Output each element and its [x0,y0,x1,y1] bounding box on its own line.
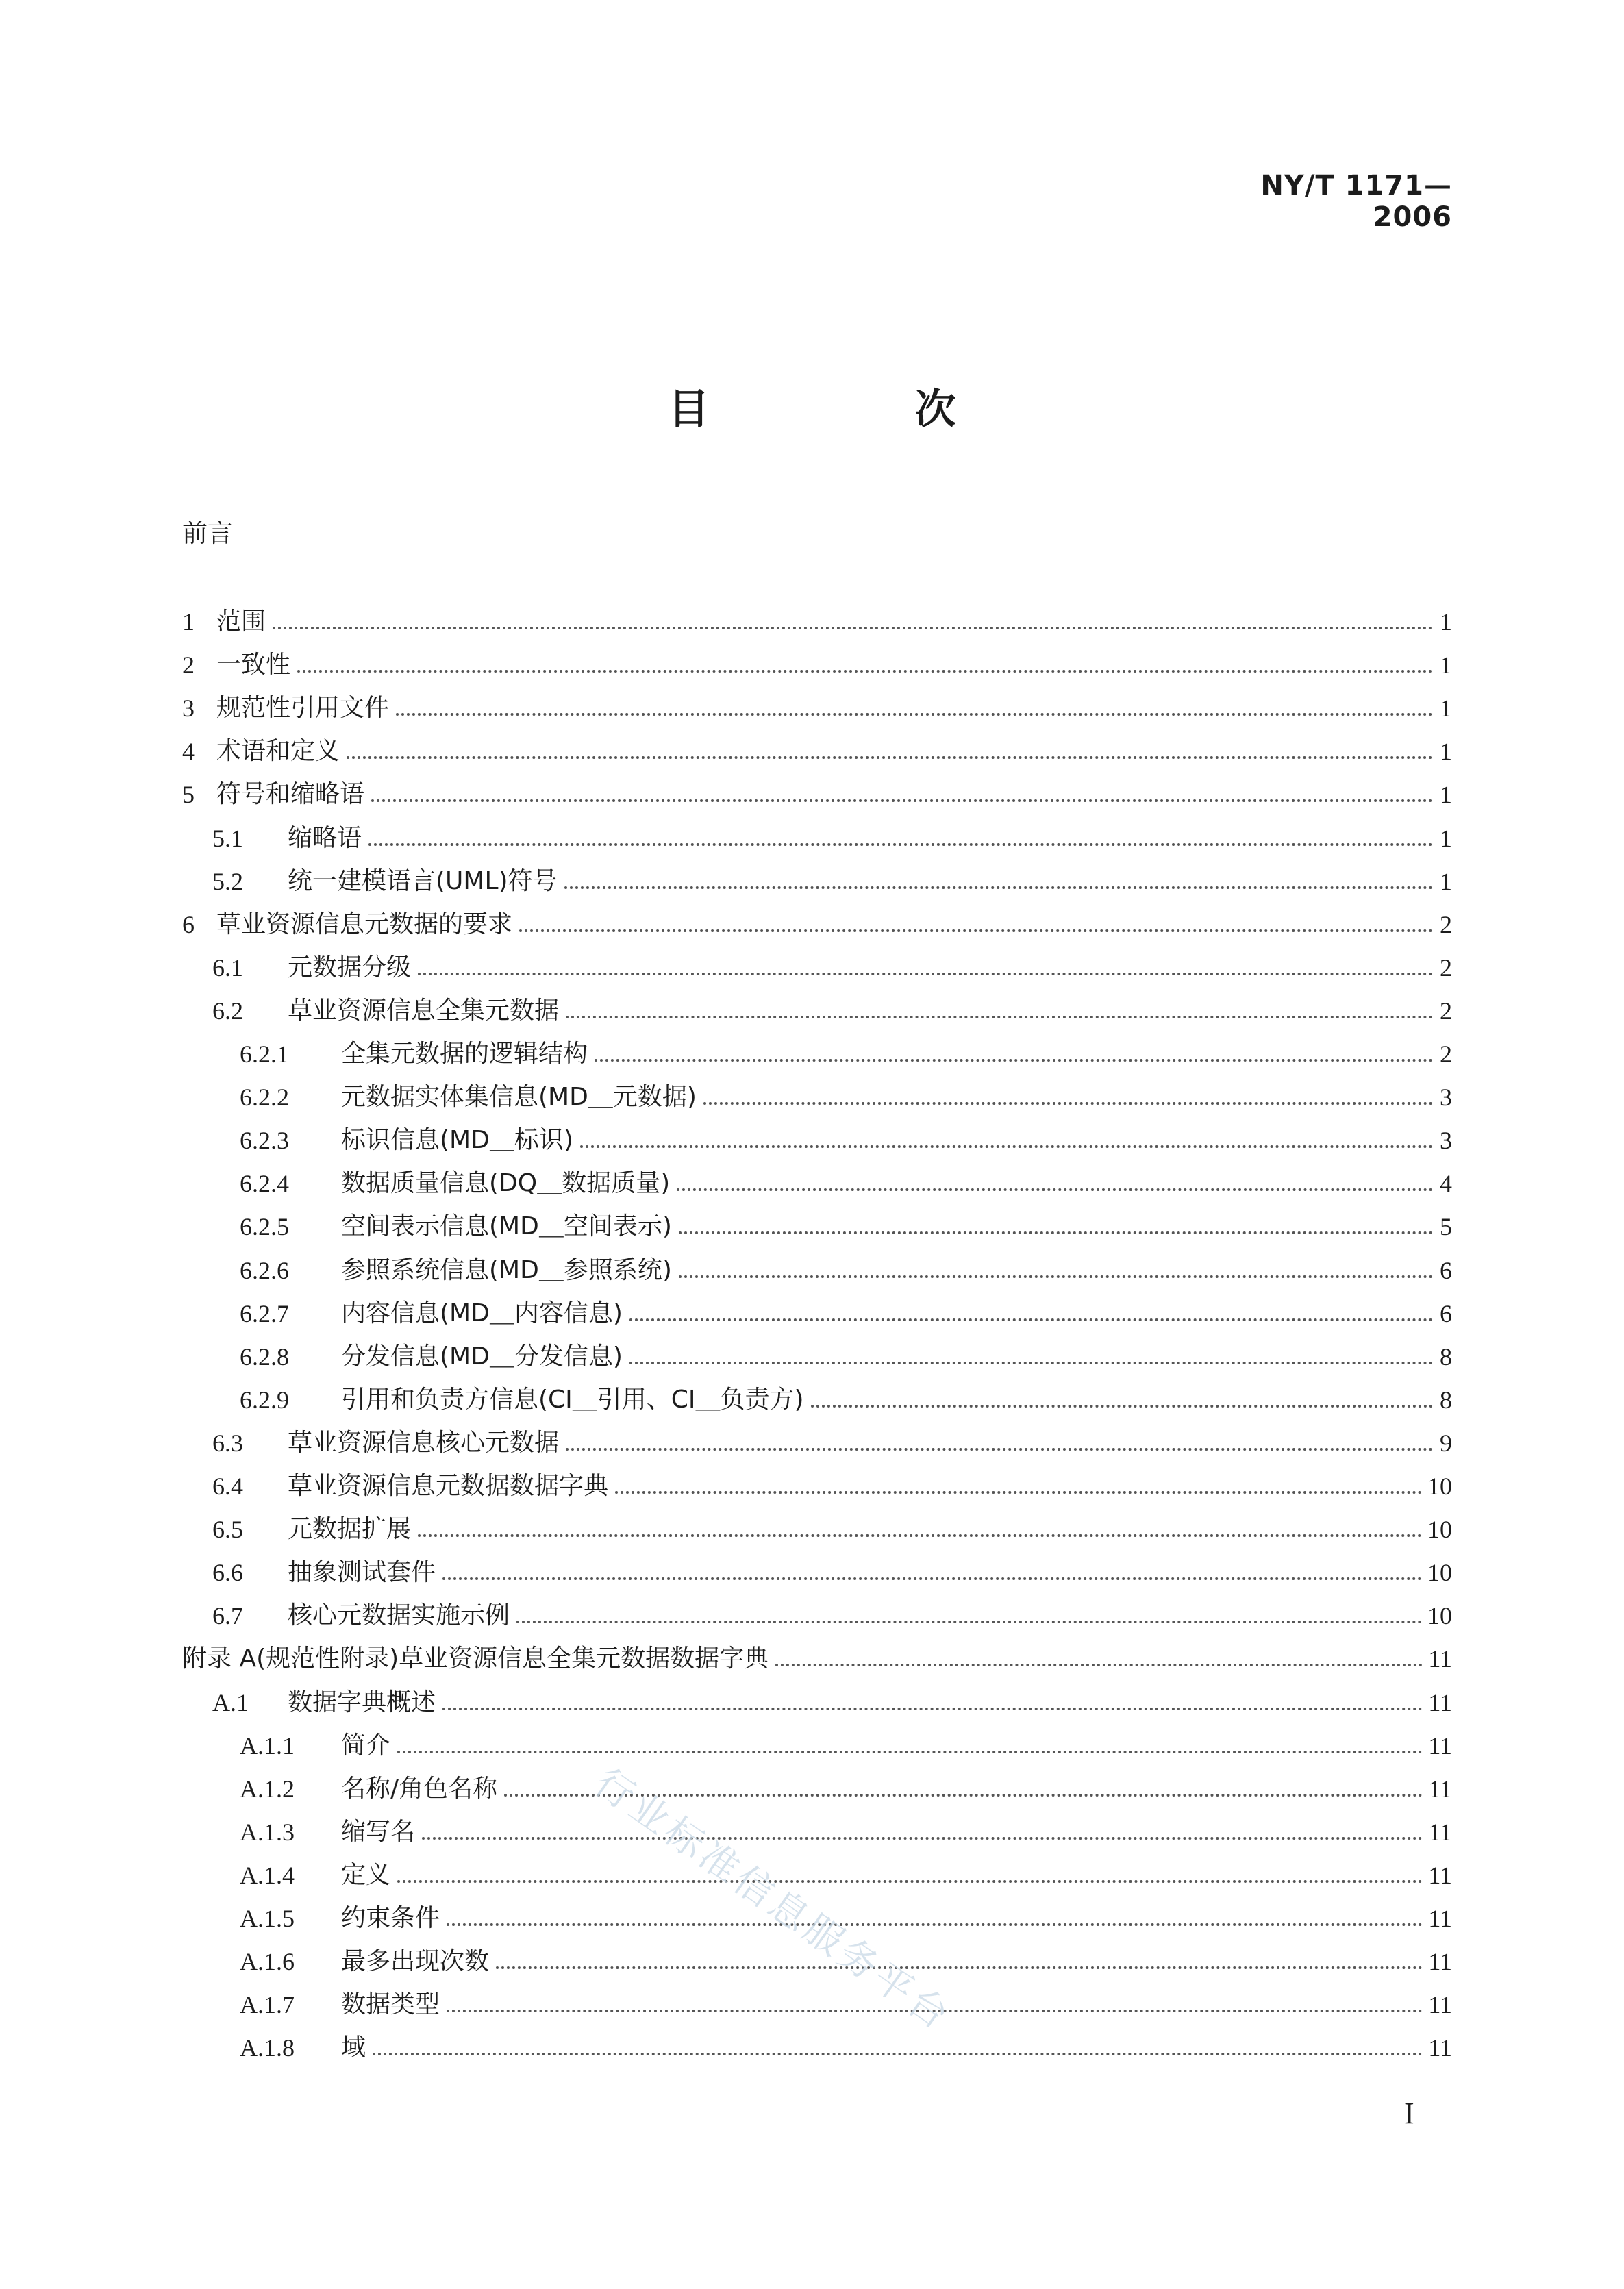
dot-leader [595,1059,1433,1062]
dot-leader [519,929,1433,932]
watermark: 行业标准信息服务平台 [586,1760,960,2040]
toc-entry-number: A.1.1 [240,1731,295,1760]
dot-leader [629,1318,1433,1321]
toc-entry-title: 核心元数据实施示例 [288,1601,510,1630]
toc-entry-page: 3 [1440,1127,1452,1155]
toc-entry[interactable] [240,1336,1452,1374]
toc-entry[interactable] [212,1465,1452,1503]
toc-entry-page: 1 [1440,738,1452,766]
toc-entry-title: 数据类型 [341,1990,440,2019]
toc-entry-page: 2 [1440,997,1452,1025]
dot-leader [273,627,1433,629]
toc-entry-number: 5.1 [212,824,243,852]
toc-entry[interactable] [240,1725,1452,1763]
toc-entry-number: 4 [182,738,195,766]
toc-entry[interactable] [182,903,1452,942]
dot-leader [442,1577,1422,1580]
toc-entry-number: 6.2.8 [240,1342,289,1371]
toc-entry-number: 6.2 [212,997,243,1025]
toc-entry-number: A.1.2 [240,1775,295,1803]
toc-entry-title: 数据字典概述 [288,1688,436,1716]
dot-leader [422,1837,1423,1840]
standard-code: NY/T 1171—2006 [1260,170,1452,233]
toc-entry-number: 6.2.9 [240,1386,289,1414]
dot-leader [629,1362,1433,1364]
toc-entry-number: 5 [182,781,195,809]
toc-entry-title: 最多出现次数 [341,1947,490,1976]
toc-entry-title: 全集元数据的逻辑结构 [341,1040,588,1068]
page-title: 目 次 [668,386,1038,434]
toc-entry-title: 范围 [216,608,266,636]
dot-leader [677,1188,1433,1191]
toc-entry[interactable] [240,1984,1452,2022]
toc-entry-page: 2 [1440,910,1452,938]
toc-entry[interactable] [240,1768,1452,1806]
toc-entry[interactable] [212,860,1452,899]
toc-entry-page: 1 [1440,695,1452,723]
toc-entry-title: 抽象测试套件 [288,1558,436,1587]
toc-entry-title: 引用和负责方信息(CI＿引用、CI＿负责方) [341,1385,804,1414]
dot-leader [564,886,1433,889]
toc-entry[interactable] [212,1422,1452,1460]
dot-leader [811,1405,1433,1408]
dot-leader [371,799,1433,802]
toc-entry-number: 6 [182,910,195,938]
toc-entry-title: 附录 A(规范性附录)草业资源信息全集元数据数据字典 [182,1644,769,1673]
toc-entry-page: 3 [1440,1084,1452,1112]
toc-entry[interactable] [240,1854,1452,1892]
toc-entry[interactable] [212,817,1452,855]
toc-entry[interactable] [182,730,1452,768]
toc-entry-title: 元数据分级 [288,953,412,981]
toc-entry-number: A.1.8 [240,2034,295,2062]
toc-entry-page: 10 [1427,1559,1452,1587]
toc-entry-number: 6.7 [212,1602,243,1630]
toc-entry-title: 草业资源信息核心元数据 [288,1428,560,1457]
toc-entry-number: 5.2 [212,867,243,895]
toc-entry-number: A.1.5 [240,1905,295,1932]
toc-entry-number: 6.2.5 [240,1213,289,1241]
dot-leader [397,1751,1423,1753]
toc-entry-number: A.1.6 [240,1948,295,1976]
toc-entry-number: 6.6 [212,1559,243,1587]
toc-entry-title: 草业资源信息元数据数据字典 [288,1472,609,1500]
toc-entry-title: 缩略语 [288,823,362,852]
toc-entry-title: 元数据扩展 [288,1515,412,1544]
toc-entry-title: 规范性引用文件 [216,694,390,723]
toc-entry-title: 空间表示信息(MD＿空间表示) [341,1212,672,1241]
toc-entry-page: 11 [1428,1861,1452,1889]
dot-leader [516,1621,1422,1623]
dot-leader [566,1448,1433,1451]
page-number: I [1404,2097,1414,2130]
toc-entry-page: 11 [1428,2034,1452,2062]
toc-entry-page: 11 [1428,1645,1452,1673]
toc-entry-title: 术语和定义 [216,737,340,766]
dot-leader [679,1231,1433,1234]
toc-entry[interactable] [240,1249,1452,1288]
toc-entry-number: 6.5 [212,1516,243,1544]
toc-entry-number: 6.2.2 [240,1084,289,1112]
toc-entry-title: 参照系统信息(MD＿参照系统) [341,1255,672,1284]
toc-entry-page: 10 [1427,1516,1452,1544]
dot-leader [703,1102,1433,1105]
toc-entry-number: 6.3 [212,1429,243,1457]
toc-entry[interactable] [240,1162,1452,1201]
toc-entry-number: A.1 [212,1688,249,1716]
toc-entry-number: A.1.7 [240,1991,295,2019]
dot-leader [442,1708,1423,1710]
toc-entry-page: 11 [1428,1731,1452,1760]
toc-preface[interactable]: 前言 [182,518,233,548]
toc-entry-page: 2 [1440,1040,1452,1068]
toc-entry-title: 统一建模语言(UML)符号 [288,866,558,895]
toc-entry-title: 简介 [341,1731,391,1760]
dot-leader [373,2053,1423,2055]
toc-entry-page: 6 [1440,1299,1452,1327]
toc-entry[interactable] [212,947,1452,985]
toc-entry-title: 域 [341,2034,366,2062]
toc-entry[interactable] [212,1508,1452,1547]
toc-entry-number: 6.2.4 [240,1170,289,1198]
toc-entry[interactable] [182,687,1452,725]
toc-entry-page: 10 [1427,1602,1452,1630]
toc-entry-number: 6.2.6 [240,1256,289,1284]
toc-entry-number: 6.2.1 [240,1040,289,1068]
toc-entry-page: 11 [1428,1775,1452,1803]
toc-entry-number: 6.1 [212,953,243,981]
toc-entry-title: 分发信息(MD＿分发信息) [341,1342,623,1371]
toc-entry-number: 6.4 [212,1473,243,1500]
dot-leader [418,1534,1422,1537]
toc-entry-number: 1 [182,608,195,636]
dot-leader [447,1923,1423,1926]
dot-leader [347,756,1433,759]
toc-entry-page: 1 [1440,867,1452,895]
toc-entry-number: 3 [182,695,195,723]
dot-leader [418,973,1433,975]
toc-entry-number: 6.2.7 [240,1299,289,1327]
toc-entry[interactable] [212,1594,1452,1633]
dot-leader [775,1664,1423,1666]
toc-entry[interactable] [212,990,1452,1028]
toc-entry[interactable] [182,773,1452,812]
dot-leader [397,1880,1423,1883]
toc-entry-title: 符号和缩略语 [216,780,365,809]
toc-entry-number: 2 [182,651,195,679]
toc-entry[interactable] [240,1119,1452,1158]
dot-leader [396,713,1433,716]
toc-entry[interactable] [240,1076,1452,1114]
toc-entry[interactable] [182,601,1452,639]
toc-entry-title: 名称/角色名称 [341,1774,498,1803]
toc-entry-title: 缩写名 [341,1817,416,1846]
toc-entry[interactable] [240,1379,1452,1417]
toc-entry-title: 定义 [341,1860,391,1889]
dot-leader [580,1145,1433,1148]
toc-entry[interactable] [240,2027,1452,2065]
toc-entry-title: 元数据实体集信息(MD＿元数据) [341,1083,697,1112]
toc-entry-page: 10 [1427,1473,1452,1500]
toc-entry[interactable] [182,644,1452,682]
dot-leader [297,670,1433,673]
toc-entry-page: 8 [1440,1342,1452,1371]
toc-entry[interactable] [212,1551,1452,1590]
dot-leader [679,1275,1433,1278]
toc-entry-page: 9 [1440,1429,1452,1457]
toc-entry-page: 1 [1440,781,1452,809]
toc-entry[interactable] [240,1033,1452,1071]
toc-entry-page: 11 [1428,1905,1452,1932]
dot-leader [615,1491,1422,1494]
dot-leader [496,1966,1423,1969]
toc-entry-page: 11 [1428,1948,1452,1976]
toc-entry-number: A.1.3 [240,1818,295,1846]
toc-entry-page: 11 [1428,1688,1452,1716]
toc-entry[interactable] [240,1205,1452,1244]
toc-entry-title: 内容信息(MD＿内容信息) [341,1299,623,1327]
toc-entry-page: 4 [1440,1170,1452,1198]
toc-entry-page: 1 [1440,608,1452,636]
toc-entry-page: 2 [1440,953,1452,981]
toc-entry-title: 约束条件 [341,1904,440,1932]
toc-entry-title: 草业资源信息元数据的要求 [216,910,513,938]
toc-entry-page: 5 [1440,1213,1452,1241]
dot-leader [566,1016,1433,1018]
toc-entry[interactable] [240,1811,1452,1849]
toc-entry-title: 数据质量信息(DQ＿数据质量) [341,1169,671,1198]
toc-entry-title: 草业资源信息全集元数据 [288,996,560,1025]
toc-entry[interactable] [212,1681,1452,1720]
toc-entry-page: 11 [1428,1991,1452,2019]
toc-entry-page: 11 [1428,1818,1452,1846]
toc-entry-number: A.1.4 [240,1861,295,1889]
toc-entry-title: 标识信息(MD＿标识) [341,1126,573,1155]
toc-entry-title: 一致性 [216,651,291,679]
toc-entry-page: 6 [1440,1256,1452,1284]
dot-leader [368,843,1433,846]
toc-entry[interactable] [182,1638,1452,1676]
toc-entry[interactable] [240,1292,1452,1331]
toc-entry-number: 6.2.3 [240,1127,289,1155]
toc-entry-page: 8 [1440,1386,1452,1414]
toc-entry-page: 1 [1440,651,1452,679]
toc-entry-page: 1 [1440,824,1452,852]
